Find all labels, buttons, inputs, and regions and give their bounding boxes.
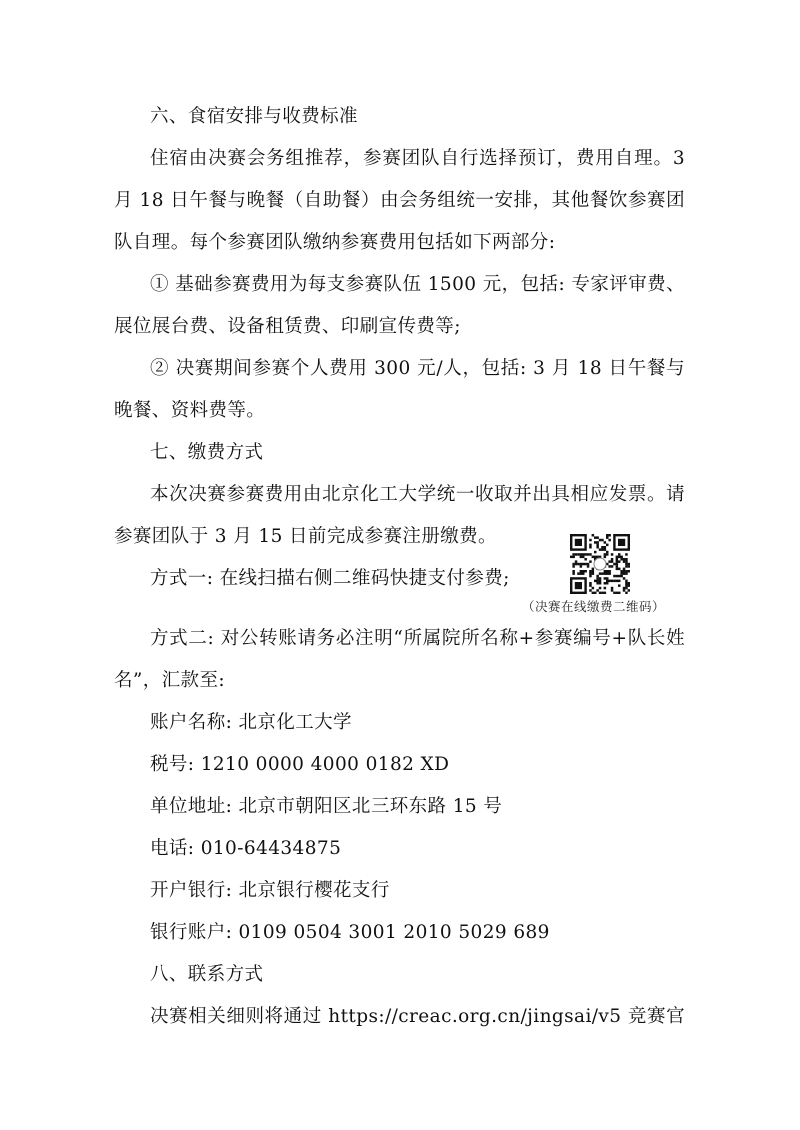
section-8-heading: 八、联系方式 [150, 964, 264, 985]
fee-item-2-line-1: ② 决赛期间参赛个人费用 300 元/人，包括: 3 月 18 日午餐与 [150, 358, 685, 379]
account-name: 账户名称: 北京化工大学 [150, 712, 352, 733]
payment-method-1: 方式一: 在线扫描右侧二维码快捷支付参费; [150, 568, 510, 589]
section-6-paragraph-line-3: 队自理。每个参赛团队缴纳参赛费用包括如下两部分: [114, 232, 556, 253]
payment-method-2-line-1: 方式二: 对公转账请务必注明“所属院所名称+参赛编号+队长姓 [150, 628, 685, 649]
fee-item-2-line-2: 晚餐、资料费等。 [114, 400, 266, 421]
phone-number: 电话: 010-64434875 [150, 838, 342, 859]
qr-code-icon[interactable] [570, 534, 630, 594]
payment-method-2-line-2: 名”，汇款至: [114, 670, 225, 691]
fee-item-1-line-1: ① 基础参赛费用为每支参赛队伍 1500 元，包括: 专家评审费、 [150, 274, 685, 295]
section-6-paragraph-line-1: 住宿由决赛会务组推荐，参赛团队自行选择预订，费用自理。3 [150, 148, 685, 169]
bank-account: 银行账户: 0109 0504 3001 2010 5029 689 [150, 922, 550, 943]
section-8-paragraph-line-1[interactable]: 决赛相关细则将通过 https://creac.org.cn/jingsai/v5 竞赛官 [150, 1006, 685, 1027]
tax-number: 税号: 1210 0000 4000 0182 XD [150, 754, 450, 775]
unit-address: 单位地址: 北京市朝阳区北三环东路 15 号 [150, 796, 503, 817]
section-7-paragraph-line-2: 参赛团队于 3 月 15 日前完成参赛注册缴费。 [114, 526, 497, 547]
section-6-heading: 六、食宿安排与收费标准 [150, 106, 358, 127]
section-7-paragraph-line-1: 本次决赛参赛费用由北京化工大学统一收取并出具相应发票。请 [150, 484, 685, 505]
qr-code-caption: （决赛在线缴费二维码） [522, 599, 666, 614]
bank-name: 开户银行: 北京银行樱花支行 [150, 880, 390, 901]
qr-code-graphic [570, 534, 630, 594]
section-7-heading: 七、缴费方式 [150, 442, 264, 463]
fee-item-1-line-2: 展位展台费、设备租赁费、印刷宣传费等; [114, 316, 461, 337]
section-6-paragraph-line-2: 月 18 日午餐与晚餐（自助餐）由会务组统一安排，其他餐饮参赛团 [114, 190, 685, 211]
